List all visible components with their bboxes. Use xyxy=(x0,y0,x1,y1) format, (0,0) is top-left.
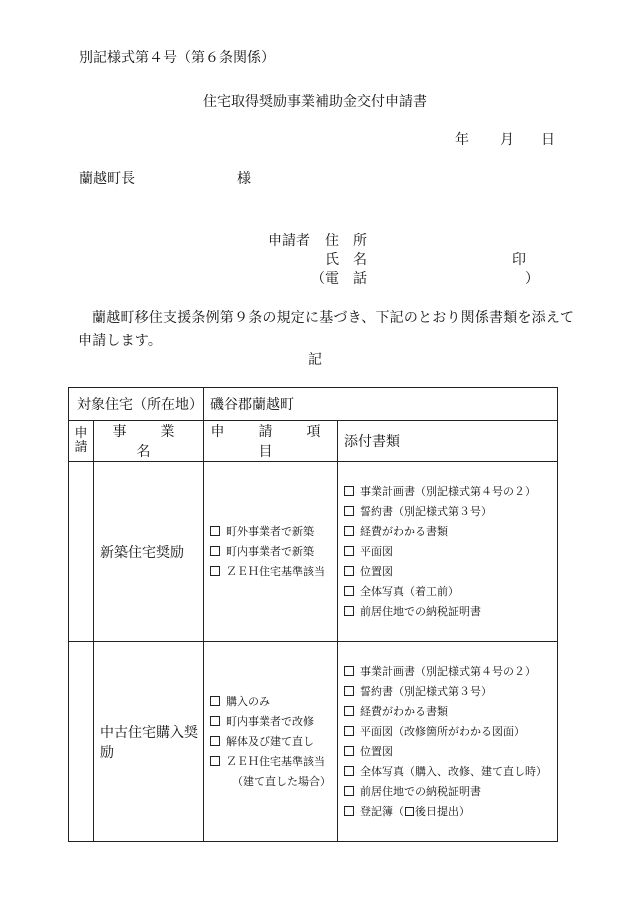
list-item[interactable]: 位置図 xyxy=(344,562,557,582)
checkbox-icon[interactable] xyxy=(344,746,354,756)
form-title: 住宅取得奨励事業補助金交付申請書 xyxy=(203,94,427,110)
checkbox-icon[interactable] xyxy=(344,546,354,556)
checkbox-icon[interactable] xyxy=(344,766,354,776)
list-item[interactable]: 事業計画書（別記様式第４号の２） xyxy=(344,662,557,682)
header-business: 事 業 名 xyxy=(94,421,204,462)
target-label: 対象住宅（所在地） xyxy=(69,388,204,421)
list-item[interactable]: 登記簿（ 後日提出） xyxy=(344,802,557,822)
list-item[interactable]: 位置図 xyxy=(344,742,557,762)
list-item[interactable]: 解体及び建て直し xyxy=(210,732,337,752)
target-row xyxy=(69,388,558,421)
header-items: 申 請 項 目 xyxy=(204,421,338,462)
list-item[interactable]: 町内事業者で改修 xyxy=(210,712,337,732)
business-name: 新築住宅奨励 xyxy=(94,462,204,642)
list-item[interactable]: ＺＥＨ住宅基準該当 xyxy=(210,752,337,772)
table-row xyxy=(69,462,558,642)
checkbox-icon[interactable] xyxy=(344,686,354,696)
date-month: 月 xyxy=(500,132,514,148)
checkbox-icon[interactable] xyxy=(344,566,354,576)
checkbox-icon[interactable] xyxy=(344,526,354,536)
statement-text: 蘭越町移住支援条例第９条の規定に基づき、下記のとおり関係書類を添えて申請します。 xyxy=(78,310,575,349)
checkbox-icon[interactable] xyxy=(344,806,354,816)
checkbox-icon[interactable] xyxy=(210,526,220,536)
checkbox-icon[interactable] xyxy=(344,666,354,676)
checkbox-icon[interactable] xyxy=(210,566,220,576)
checkbox-icon[interactable] xyxy=(210,546,220,556)
list-item[interactable]: 購入のみ xyxy=(210,692,337,712)
list-item[interactable]: 前居住地での納税証明書 xyxy=(344,782,557,802)
seal-mark: 印 xyxy=(512,252,526,268)
checkbox-icon[interactable] xyxy=(344,726,354,736)
list-item[interactable]: 誓約書（別記様式第３号） xyxy=(344,682,557,702)
list-item[interactable]: 誓約書（別記様式第３号） xyxy=(344,502,557,522)
applicant-label: 申請者 xyxy=(268,233,310,249)
checkbox-icon[interactable] xyxy=(210,696,220,706)
list-item[interactable]: 全体写真（購入、改修、建て直し時） xyxy=(344,762,557,782)
list-item[interactable]: 事業計画書（別記様式第４号の２） xyxy=(344,482,557,502)
checkbox-icon[interactable] xyxy=(344,606,354,616)
list-item[interactable]: ＺＥＨ住宅基準該当 xyxy=(210,562,337,582)
applicant-name-label: 氏 名 xyxy=(325,252,367,268)
addressee-name: 蘭越町長 xyxy=(79,171,135,187)
checkbox-icon[interactable] xyxy=(344,706,354,716)
checkbox-icon[interactable] xyxy=(210,756,220,766)
list-item[interactable]: 経費がわかる書類 xyxy=(344,522,557,542)
application-table xyxy=(68,387,558,842)
list-item[interactable]: 町内事業者で新築 xyxy=(210,542,337,562)
list-item[interactable]: 経費がわかる書類 xyxy=(344,702,557,722)
checkbox-icon[interactable] xyxy=(344,786,354,796)
list-item[interactable]: 町外事業者で新築 xyxy=(210,522,337,542)
business-name: 中古住宅購入奨励 xyxy=(94,642,204,842)
table-row xyxy=(69,642,558,842)
list-item[interactable]: 全体写真（着工前） xyxy=(344,582,557,602)
form-number: 別記様式第４号（第６条関係） xyxy=(79,50,275,66)
date-year: 年 xyxy=(455,132,469,148)
list-item[interactable]: 平面図 xyxy=(344,542,557,562)
date-day: 日 xyxy=(541,132,555,148)
header-shin: 申 請 xyxy=(69,421,94,462)
applicant-phone-close: ） xyxy=(525,271,539,287)
checkbox-icon[interactable] xyxy=(210,716,220,726)
checkbox-icon[interactable] xyxy=(344,586,354,596)
list-item[interactable]: 前居住地での納税証明書 xyxy=(344,602,557,622)
list-item[interactable]: 平面図（改修箇所がわかる図面） xyxy=(344,722,557,742)
applicant-phone-open: （電 話 xyxy=(311,271,367,287)
header-docs: 添付書類 xyxy=(338,421,558,462)
applicant-address-label: 住 所 xyxy=(325,233,367,249)
checkbox-icon[interactable] xyxy=(344,506,354,516)
small-checkbox-icon[interactable] xyxy=(405,807,414,816)
checkbox-icon[interactable] xyxy=(344,486,354,496)
addressee-honorific: 様 xyxy=(237,171,251,187)
item-note: （建て直した場合） xyxy=(232,774,331,788)
header-row xyxy=(69,421,558,462)
target-value: 磯谷郡蘭越町 xyxy=(204,388,558,421)
checkbox-icon[interactable] xyxy=(210,736,220,746)
ki-mark: 記 xyxy=(308,352,322,368)
